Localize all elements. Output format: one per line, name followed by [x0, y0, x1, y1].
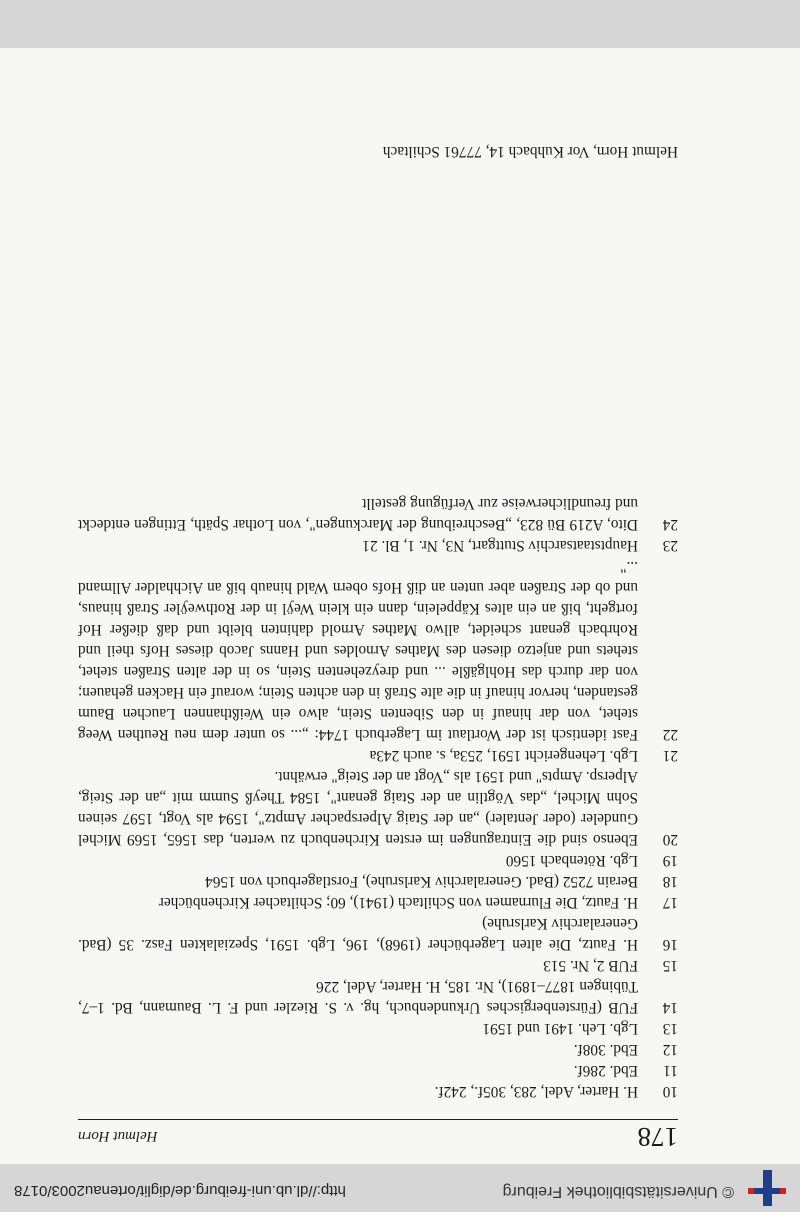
footnote-number: 13: [662, 1020, 678, 1037]
footnote-number: 19: [662, 852, 678, 869]
footnotes-list: [78, 493, 678, 1102]
footnote-text: Fast identisch ist der Wortlaut im Lagerbuch 1744: „... so unter dem neu Reuthen Weeg stehet, von dar hinauf in den Sibenten Stein, alwo ein Weißthannen Lauchen Baum gestanden, hervor hinauf in die alte Straß in den achten Stein; worauf ein Hacken gehauen; von dar durch das Hohlgäßle ... und dreyzehenten Stein, so in der alten Straßen stehet, stehets und anjetzo diesen des Mathes Arnoldes und Hanns Jacob dieses Hofs theil und Rohrbach genant scheidet, allwo Mathes Arnold dahinten bleibt und daß dießer Hof fortgeht, biß an ein altes Käppelein, dann ein klein Weÿl in der Rothweÿler Straß hinaus, und ob der Straßen aber unten an diß Hofs obern Wald hinaub biß an Aichhalder Allmand ...": [78, 558, 638, 743]
footnote: [78, 892, 678, 913]
footnote: [78, 976, 678, 1018]
footnote: [78, 913, 678, 955]
footnote: [78, 766, 678, 850]
document-url[interactable]: http://dl.ub.uni-freiburg.de/diglit/ortenau2003/0178: [14, 1182, 346, 1199]
footnote-number: 12: [662, 1041, 678, 1058]
footnote-text: Ebenso sind die Eintragungen im ersten Kirchenbuch zu werten, das 1565, 1569 Michel Gundeler (oder Jentaler) „an der Staig Alperspacher Amptz", 1594 als Vogt, 1597 seinen Sohn Michel, „das Vögtlin an der Staig genant", 1584 Theyß Summ mit „an der Steig, Alpersp. Ampts" und 1591 als „Vogt an der Steig" erwähnt.: [78, 768, 638, 848]
footnote-number: 16: [662, 936, 678, 953]
footnote: [78, 1018, 678, 1039]
running-title: Helmut Horn: [78, 1128, 158, 1144]
viewer-top-bar: [0, 1164, 800, 1212]
footnote-number: 10: [662, 1083, 678, 1100]
footnote: [78, 1081, 678, 1102]
footnote-number: 24: [662, 516, 678, 533]
viewer-bottom-bar: [0, 0, 800, 48]
footnote-number: 17: [662, 894, 678, 911]
footnote: [78, 871, 678, 892]
footnote: [78, 1039, 678, 1060]
footnote: [78, 535, 678, 556]
footnote: [78, 745, 678, 766]
footnote: [78, 955, 678, 976]
footnote-text: H. Harter, Adel, 283, 305f., 242f.: [434, 1083, 638, 1100]
page-number: 178: [637, 1122, 678, 1152]
author-address: Helmut Horn, Vor Kuhbach 14, 77761 Schiltach: [382, 143, 678, 160]
footnote-number: 18: [662, 873, 678, 890]
footnote-text: Lgb. Rötenbach 1560: [505, 852, 638, 869]
footnote-text: Berain 7252 (Bad. Generalarchiv Karlsruhe), Forstlagerbuch von 1564: [205, 873, 638, 890]
footnote-text: Lgb. Lehengericht 1591, 253a, s. auch 243a: [369, 747, 638, 764]
footnote-text: Lgb. Leh. 1491 und 1591: [482, 1020, 638, 1037]
university-logo-icon: [748, 1170, 786, 1206]
footnote: [78, 556, 678, 745]
footnote-number: 15: [662, 957, 678, 974]
footnote-text: Ebd. 286f.: [573, 1062, 638, 1079]
footnote-text: FUB 2, Nr. 513: [543, 957, 638, 974]
footnote: [78, 850, 678, 871]
running-header: [78, 1119, 678, 1154]
footnote-text: FUB (Fürstenbergisches Urkundenbuch, hg. v. S. Riezler und F. L. Baumann, Bd. 1–7, Tübingen 1877–1891), Nr. 185, H. Harter, Adel, 226: [78, 978, 638, 1016]
footnote-number: 20: [662, 831, 678, 848]
footnote-number: 11: [663, 1062, 678, 1079]
footnote-number: 23: [662, 537, 678, 554]
copyright-notice: © Universitätsbibliothek Freiburg: [502, 1183, 734, 1200]
footnote-text: Hauptstaatsarchiv Stuttgart, N3, Nr. 1, Bl. 21: [362, 537, 638, 554]
footnote-text: Ebd. 308f.: [573, 1041, 638, 1058]
footnote: [78, 1060, 678, 1081]
footnote-number: 22: [662, 726, 678, 743]
footnote-text: Dito, A219 Bü 823, „Beschreibung der Marckungen", von Lothar Späth, Ettingen entdeckt und freundlicherweise zur Verfügung gestellt: [78, 495, 638, 533]
footnote-number: 14: [662, 999, 678, 1016]
footnote-number: 21: [662, 747, 678, 764]
footnote-text: H. Fautz, Die Flurnamen von Schiltach (1941), 60; Schiltacher Kirchenbücher: [158, 894, 638, 911]
footnote-text: H. Fautz, Die alten Lagerbücher (1968), 196, Lgb. 1591, Spezialakten Fasz. 35 (Bad. Generalarchiv Karlsruhe): [78, 915, 638, 953]
footnote: [78, 493, 678, 535]
